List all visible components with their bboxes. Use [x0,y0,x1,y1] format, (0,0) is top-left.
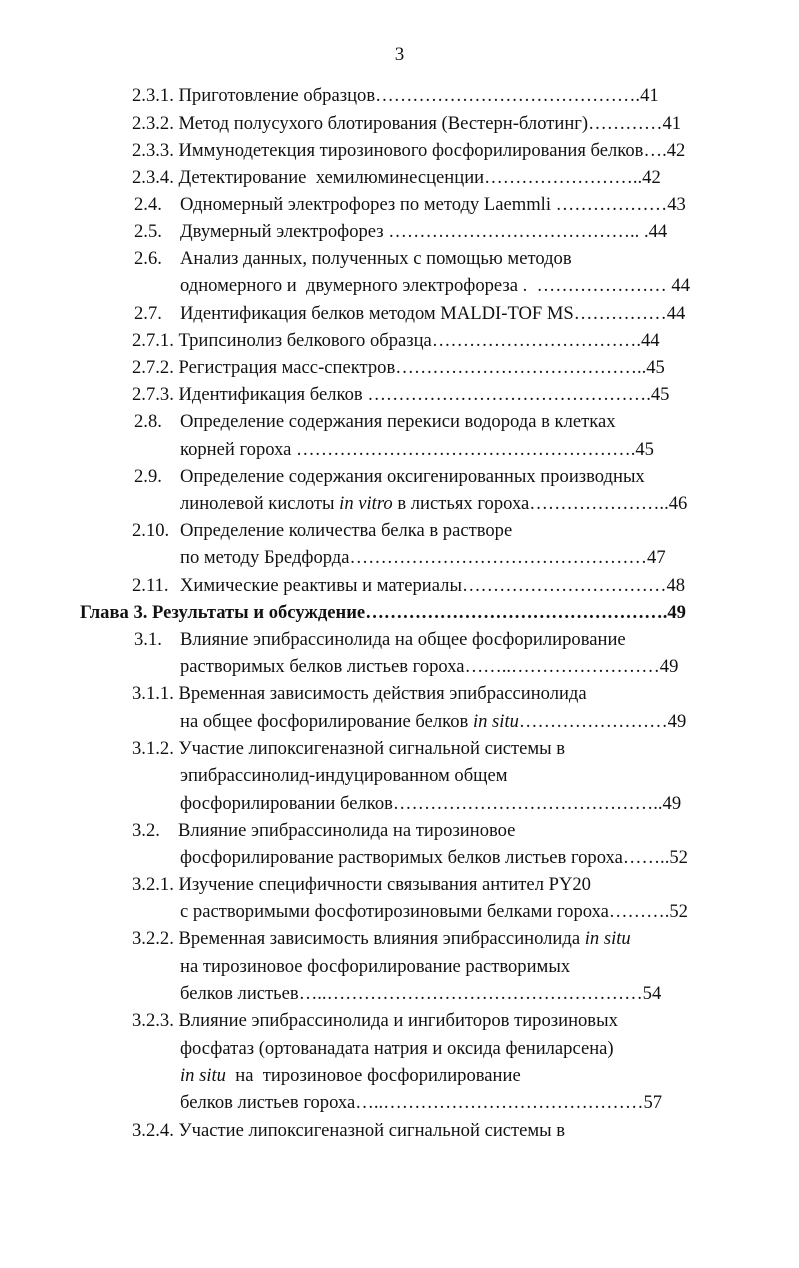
toc-title: Анализ данных, полученных с помощью методов [180,248,572,269]
toc-leader-dots: …………………….. [484,167,643,188]
toc-leader-dots: …. [643,140,667,161]
toc-line [180,1062,686,1090]
toc-line [134,463,686,491]
toc-leader-dots: ………………………………………. [362,384,651,405]
toc-title: Влияние эпибрассинолида на общее фосфорилирование [180,629,626,650]
toc-leader-dots: …………………………………………. [365,602,668,623]
toc-title-italic: in vitro [339,493,393,514]
toc-section-number: 2.7.1. [132,330,179,351]
toc-line [134,408,686,436]
toc-page-number: 41 [662,113,682,134]
toc-page-number: 49 [662,793,682,814]
toc-title: Детектирование хемилюминесценции [178,167,485,188]
toc-leader-dots: …………………………… [461,575,667,596]
toc-title: Двумерный электрофорез [180,221,384,242]
toc-title: Изучение специфичности связывания антител PY20 [178,874,591,895]
toc-section-number: 3.1.2. [132,738,179,759]
toc-page-number: 49 [667,711,687,732]
toc-page-number: 44 [641,330,660,351]
toc-page-number: 47 [647,547,666,568]
toc-line [132,110,686,138]
toc-line [132,164,686,192]
toc-line [132,1117,686,1145]
toc-title: Участие липоксигеназной сигнальной системы в [178,1120,566,1141]
toc-line [180,272,690,300]
toc-title: Глава 3. Результаты и обсуждение [80,602,366,623]
toc-line [180,790,686,818]
toc-section-number: 2.9. [134,466,162,487]
toc-title: на тирозиновое фосфорилирование растворимых [180,956,571,977]
toc-line [132,735,686,763]
toc-page-number: 45 [635,439,654,460]
toc-section-number: 2.7.3. [132,384,179,405]
toc-line [132,680,686,708]
toc-line [180,653,686,681]
toc-section-number: 3.2.4. [132,1120,179,1141]
toc-section-number: 2.3.4. [132,167,179,188]
toc-page-number: 45 [646,357,665,378]
toc-line [180,980,686,1008]
toc-title: Временная зависимость действия эпибрассинолида [178,683,587,704]
toc-title: с растворимыми фосфотирозиновыми белками гороха [180,901,609,922]
toc-line [180,490,686,518]
toc-line [180,436,686,464]
toc-page-number: 44 [648,221,668,242]
toc-leader-dots: ………………………………………… [349,547,648,568]
toc-page-number: 54 [642,983,662,1004]
toc-page-number: 48 [666,575,686,596]
toc-line [132,572,686,600]
toc-leader-dots: …..…………………………………………… [298,983,643,1004]
toc-line [132,1007,686,1035]
toc-title: белков листьев гороха [180,1092,356,1113]
toc-leader-dots: ……..…………………… [464,656,660,677]
toc-title: фосфатаз (ортованадата натрия и оксида фениларсена) [180,1038,614,1059]
toc-title: Идентификация белков методом MALDI-TOF MS [180,303,574,324]
toc-section-number: 2.8. [134,411,162,432]
toc-line [132,354,686,382]
toc-title-part: на тирозиновое фосфорилирование [225,1065,521,1086]
toc-title: эпибрассинолид-индуцированном общем [180,765,508,786]
toc-title: растворимых белков листьев гороха [180,656,465,677]
toc-page-number: 49 [667,602,686,623]
toc-section-number: 2.7. [134,303,162,324]
toc-line [134,300,686,328]
toc-section-number: 2.5. [134,221,162,242]
toc-line [132,871,686,899]
toc-line [134,218,686,246]
toc-title-part: линолевой кислоты [180,493,340,514]
toc-section-number: 2.7.2. [132,357,179,378]
toc-page-number: 43 [667,194,686,215]
toc-section-number: 3.1.1. [132,683,179,704]
toc-page-number: 42 [666,140,686,161]
toc-title: Приготовление образцов [178,85,376,106]
toc-section-number: 2.3.1. [132,85,179,106]
toc-leader-dots: ………………… [527,275,667,296]
toc-leader-dots: …………… [573,303,667,324]
toc-title: Определение содержания перекиси водорода в клетках [180,411,616,432]
toc-line [134,191,686,219]
toc-title-part: в листьях гороха [392,493,530,514]
toc-title: Определение количества белка в растворе [180,520,513,541]
toc-title: по методу Бредфорда [180,547,350,568]
toc-section-number: 2.10. [132,520,170,541]
toc-section-number: 3.1. [134,629,162,650]
toc-title: Идентификация белков [178,384,363,405]
toc-line [132,925,686,953]
toc-title-italic: in situ [584,928,631,949]
toc-title: Трипсинолиз белкового образца [178,330,432,351]
toc-leader-dots: ……………… [551,194,668,215]
toc-title: Одномерный электрофорез по методу Laemmli [180,194,552,215]
toc-title: Химические реактивы и материалы [180,575,462,596]
toc-page-number: 49 [659,656,679,677]
toc-title: Иммунодетекция тирозинового фосфорилирования белков [178,140,644,161]
toc-line [134,626,686,654]
toc-line [180,1035,686,1063]
toc-section-number: 3.2.3. [132,1010,179,1031]
toc-title: фосфорилировании белков [180,793,393,814]
toc-section-number: 2.3.2. [132,113,179,134]
toc-title: фосфорилирование растворимых белков листьев гороха [180,847,623,868]
toc-page-number: 52 [669,847,688,868]
toc-line [180,844,686,872]
toc-section-number: 2.4. [134,194,162,215]
toc-leader-dots: ……………………………. [431,330,641,351]
toc-leader-dots: ………………………………….. [395,357,647,378]
toc-title: одномерного и двумерного электрофореза . [180,275,528,296]
toc-page-number: 45 [650,384,670,405]
toc-leader-dots: …………………………………….. [392,793,663,814]
toc-line [180,708,686,736]
toc-title: Регистрация масс-спектров [178,357,396,378]
toc-leader-dots: ……………………………………. [375,85,641,106]
toc-section-number: 3.2. [132,820,160,841]
toc-title: Определение содержания оксигенированных производных [180,466,645,487]
page-number: 3 [394,44,405,65]
toc-line [180,1089,686,1117]
toc-line [132,817,686,845]
toc-line [180,953,686,981]
toc-title: Участие липоксигеназной сигнальной системы в [178,738,566,759]
toc-page-number: 44 [666,275,690,296]
toc-line [132,82,686,110]
toc-line [134,245,686,273]
toc-page-number: 42 [642,167,661,188]
toc-section-number: 3.2.2. [132,928,179,949]
toc-title: Влияние эпибрассинолида на тирозиновое [178,820,516,841]
toc-title: Метод полусухого блотирования (Вестерн-блотинг) [178,113,589,134]
toc-leader-dots: …………………… [518,711,668,732]
toc-section-number: 2.3.3. [132,140,179,161]
toc-title-italic: in situ [180,1065,226,1086]
toc-line [180,898,686,926]
toc-title-part: Временная зависимость влияния эпибрассинолида [178,928,585,949]
toc-line [132,137,686,165]
toc-page-number: 57 [643,1092,663,1113]
toc-section-number: 2.11. [132,575,169,596]
toc-page-number: 41 [640,85,659,106]
toc-title: белков листьев [180,983,299,1004]
toc-leader-dots: …….. [622,847,670,868]
toc-title-part: на общее фосфорилирование белков [180,711,473,732]
toc-leader-dots: ………………………………….. . [383,221,649,242]
toc-line [132,381,686,409]
toc-leader-dots: …..…………………………………… [355,1092,644,1113]
toc-page-number: 52 [669,901,688,922]
toc-leader-dots: ………………….. [529,493,669,514]
toc-section-number: 3.2.1. [132,874,179,895]
toc-title-italic: in situ [472,711,519,732]
toc-line [132,517,686,545]
toc-leader-dots: ………… [588,113,663,134]
toc-chapter-line [80,599,686,627]
toc-line [180,762,686,790]
toc-section-number: 2.6. [134,248,162,269]
toc-page-number: 44 [666,303,686,324]
toc-leader-dots: ………. [608,901,670,922]
toc-page-number: 46 [668,493,688,514]
toc-line [180,544,686,572]
toc-leader-dots: ………………………………………………. [291,439,636,460]
toc-line [132,327,686,355]
toc-title: Влияние эпибрассинолида и ингибиторов тирозиновых [178,1010,618,1031]
toc-title: корней гороха [180,439,292,460]
